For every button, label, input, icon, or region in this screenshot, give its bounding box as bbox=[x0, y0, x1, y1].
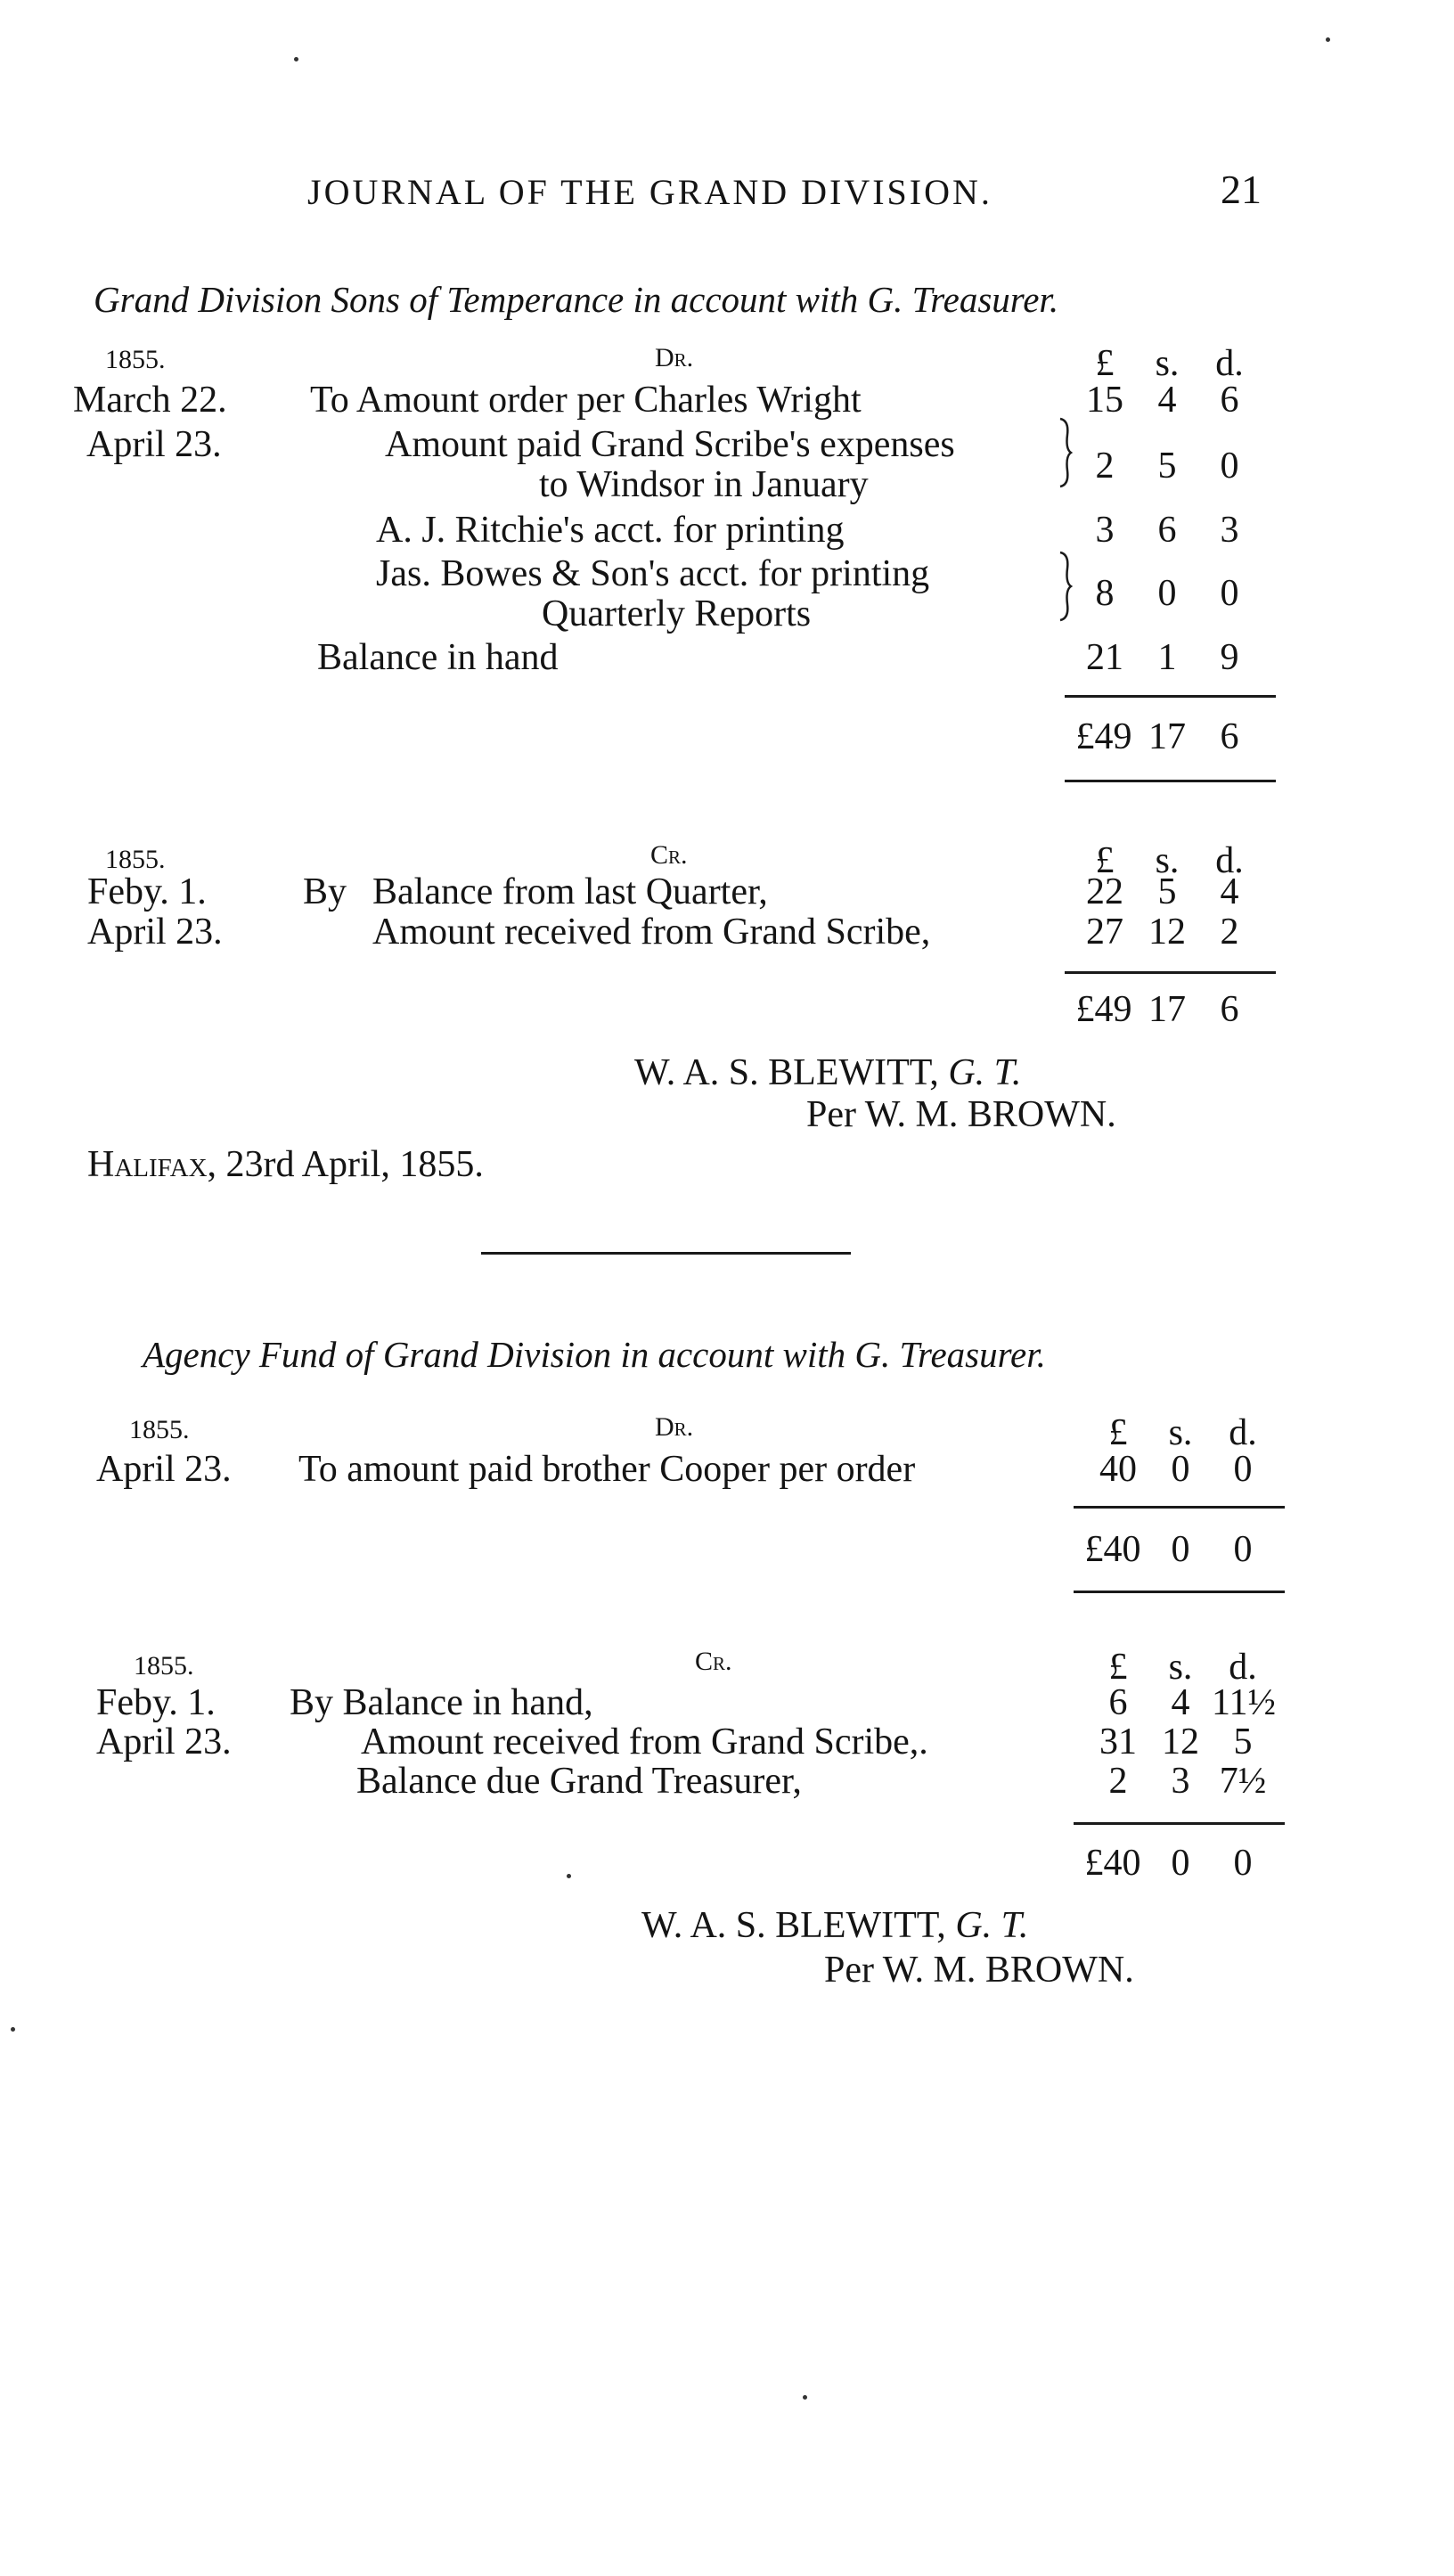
entry-date: March 22. bbox=[73, 380, 227, 421]
amount-pounds: 2 bbox=[1095, 446, 1115, 487]
print-speck bbox=[567, 1874, 571, 1878]
entry-text: Balance in hand bbox=[317, 637, 559, 678]
amount-pounds: 8 bbox=[1095, 573, 1115, 614]
amount-pence: 6 bbox=[1220, 380, 1239, 421]
entry-text: By Balance in hand, bbox=[290, 1682, 593, 1723]
entry-text: A. J. Ritchie's acct. for printing bbox=[376, 510, 845, 551]
amount-shillings: 0 bbox=[1157, 573, 1177, 614]
entry-date: April 23. bbox=[87, 912, 223, 953]
running-head: JOURNAL OF THE GRAND DIVISION. bbox=[307, 172, 992, 212]
amount-pounds: 6 bbox=[1108, 1682, 1128, 1723]
entry-text: Jas. Bowes & Son's acct. for printing bbox=[376, 553, 930, 594]
total-pounds: £40 bbox=[1084, 1843, 1141, 1884]
account1-title: Grand Division Sons of Temperance in account with G. Treasurer. bbox=[94, 279, 1059, 320]
entry-text: Amount paid Grand Scribe's expenses bbox=[385, 424, 955, 465]
entry-text: To Amount order per Charles Wright bbox=[310, 380, 862, 421]
total-shillings: 17 bbox=[1148, 989, 1186, 1030]
amount-pence: 9 bbox=[1220, 637, 1239, 678]
col-pounds-header: £ bbox=[1108, 1412, 1128, 1453]
account2-debit-year: 1855. bbox=[129, 1415, 190, 1444]
entry-date: April 23. bbox=[86, 424, 222, 465]
amount-shillings: 4 bbox=[1171, 1682, 1190, 1723]
total-pence: 0 bbox=[1233, 1843, 1253, 1884]
amount-pence: 5 bbox=[1233, 1721, 1253, 1762]
print-speck bbox=[803, 2395, 807, 2400]
signature-per: Per W. M. BROWN. bbox=[806, 1094, 1116, 1135]
amount-pence: 3 bbox=[1220, 510, 1239, 551]
account2-title: Agency Fund of Grand Division in account with G. Treasurer. bbox=[143, 1334, 1046, 1375]
amount-pence: 0 bbox=[1220, 573, 1239, 614]
col-shillings-header: s. bbox=[1168, 1412, 1193, 1453]
col-shillings-header: s. bbox=[1155, 343, 1180, 384]
place-date bbox=[87, 1146, 484, 1183]
brace-icon bbox=[1057, 417, 1073, 488]
amount-shillings: 0 bbox=[1171, 1449, 1190, 1490]
signature-block bbox=[634, 1054, 1021, 1092]
amount-pounds: 21 bbox=[1086, 637, 1123, 678]
total-pounds: £40 bbox=[1084, 1529, 1141, 1570]
entry-by: By bbox=[303, 871, 347, 912]
amount-pence: 2 bbox=[1220, 912, 1239, 953]
col-pence-header: d. bbox=[1229, 1647, 1257, 1688]
amount-pounds: 40 bbox=[1099, 1449, 1137, 1490]
col-pounds-header: £ bbox=[1095, 343, 1115, 384]
entry-text: To amount paid brother Cooper per order bbox=[298, 1449, 916, 1490]
entry-text: Amount received from Grand Scribe, bbox=[372, 912, 931, 953]
entry-date: April 23. bbox=[96, 1721, 232, 1762]
place: Halifax, bbox=[87, 1144, 217, 1185]
amount-shillings: 3 bbox=[1171, 1761, 1190, 1802]
amount-pence: 0 bbox=[1233, 1449, 1253, 1490]
amount-pounds: 31 bbox=[1099, 1721, 1137, 1762]
col-pounds-header: £ bbox=[1095, 840, 1115, 881]
amount-shillings: 12 bbox=[1162, 1721, 1199, 1762]
col-pence-header: d. bbox=[1229, 1412, 1257, 1453]
amount-pounds: 27 bbox=[1086, 912, 1123, 953]
signature-title: G. T. bbox=[948, 1052, 1022, 1093]
signature-name: W. A. S. BLEWITT, bbox=[641, 1905, 946, 1946]
total-rule bbox=[1074, 1822, 1285, 1825]
amount-pounds: 2 bbox=[1108, 1761, 1128, 1802]
amount-pence: 7½ bbox=[1219, 1761, 1267, 1802]
signature-block bbox=[641, 1907, 1028, 1944]
total-rule bbox=[1074, 1591, 1285, 1593]
amount-shillings: 5 bbox=[1157, 871, 1177, 912]
signature-name: W. A. S. BLEWITT, bbox=[634, 1052, 939, 1093]
account1-debit-year: 1855. bbox=[105, 345, 166, 374]
total-shillings: 17 bbox=[1148, 716, 1186, 757]
signature-per: Per W. M. BROWN. bbox=[824, 1950, 1134, 1991]
print-speck bbox=[1326, 37, 1330, 42]
print-speck bbox=[11, 2027, 15, 2032]
total-rule bbox=[1065, 971, 1276, 974]
account1-debit-heading: Dr. bbox=[655, 343, 694, 372]
entry-date: Feby. 1. bbox=[87, 871, 207, 912]
account2-credit-heading: Cr. bbox=[695, 1647, 732, 1676]
brace-icon bbox=[1057, 551, 1073, 622]
amount-pounds: 22 bbox=[1086, 871, 1123, 912]
entry-text: Amount received from Grand Scribe,. bbox=[361, 1721, 928, 1762]
col-pence-header: d. bbox=[1215, 840, 1244, 881]
col-shillings-header: s. bbox=[1168, 1647, 1193, 1688]
col-pounds-header: £ bbox=[1108, 1647, 1128, 1688]
total-pence: 0 bbox=[1233, 1529, 1253, 1570]
section-divider bbox=[481, 1252, 851, 1255]
amount-pounds: 3 bbox=[1095, 510, 1115, 551]
amount-shillings: 5 bbox=[1157, 446, 1177, 487]
total-pounds: £49 bbox=[1075, 716, 1132, 757]
total-shillings: 0 bbox=[1171, 1529, 1190, 1570]
amount-shillings: 12 bbox=[1148, 912, 1186, 953]
amount-pence: 0 bbox=[1220, 446, 1239, 487]
entry-text-continued: to Windsor in January bbox=[539, 464, 869, 505]
total-shillings: 0 bbox=[1171, 1843, 1190, 1884]
total-pence: 6 bbox=[1220, 716, 1239, 757]
account2-credit-year: 1855. bbox=[134, 1651, 194, 1681]
entry-text-continued: Quarterly Reports bbox=[542, 593, 812, 634]
amount-pence: 4 bbox=[1220, 871, 1239, 912]
entry-text: Balance from last Quarter, bbox=[372, 871, 768, 912]
account1-credit-heading: Cr. bbox=[650, 840, 688, 870]
account2-debit-heading: Dr. bbox=[655, 1412, 694, 1442]
total-pounds: £49 bbox=[1075, 989, 1132, 1030]
total-rule bbox=[1074, 1506, 1285, 1509]
signature-title: G. T. bbox=[955, 1905, 1029, 1946]
entry-text: Balance due Grand Treasurer, bbox=[356, 1761, 802, 1802]
total-pence: 6 bbox=[1220, 989, 1239, 1030]
date: 23rd April, 1855. bbox=[225, 1144, 484, 1185]
account1-credit-year: 1855. bbox=[105, 845, 166, 874]
print-speck bbox=[294, 57, 298, 61]
amount-shillings: 6 bbox=[1157, 510, 1177, 551]
amount-pence: 11½ bbox=[1212, 1682, 1276, 1723]
col-pence-header: d. bbox=[1215, 343, 1244, 384]
entry-date: Feby. 1. bbox=[96, 1682, 216, 1723]
col-shillings-header: s. bbox=[1155, 840, 1180, 881]
page-number: 21 bbox=[1221, 167, 1262, 212]
amount-pounds: 15 bbox=[1086, 380, 1123, 421]
total-rule bbox=[1065, 695, 1276, 698]
amount-shillings: 4 bbox=[1157, 380, 1177, 421]
entry-date: April 23. bbox=[96, 1449, 232, 1490]
amount-shillings: 1 bbox=[1157, 637, 1177, 678]
total-rule bbox=[1065, 780, 1276, 782]
